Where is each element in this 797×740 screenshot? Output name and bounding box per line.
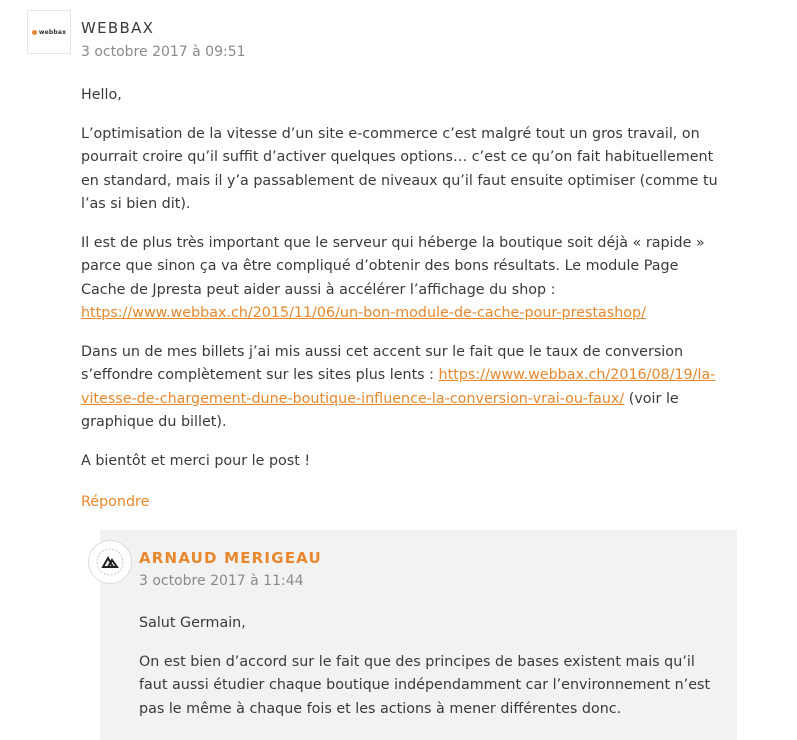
avatar xyxy=(88,540,132,584)
cache-module-link[interactable]: https://www.webbax.ch/2015/11/06/un-bon-module-de-cache-pour-prestashop/ xyxy=(81,305,646,321)
webbax-logo-icon: webbax xyxy=(32,29,66,36)
comment-paragraph: Dans un de mes billets j’ai mis aussi cet accent sur le fait que le taux de conversion s’effondre complètement sur les sites plus lents : https://www.webbax.ch/2016/08/19/la-vitesse-de-chargement-dune-boutique-influence-la-conversion-vrai-ou-faux/ (voir le graphique du billet). xyxy=(81,343,716,430)
comment-paragraph: Il est de plus très important que le serveur qui héberge la boutique soit déjà « rapide » parce que sinon ça va être compliqué d’obtenir des bons résultats. Le module Page Cache de Jpresta peut aider aussi à accélérer l’affichage du shop : https://www.webbax.ch/2015/11/06/un-bon-module-de-cache-pour-prestashop/ xyxy=(81,234,705,321)
avatar xyxy=(27,10,71,54)
reply-author[interactable]: ARNAUD MERIGEAU xyxy=(139,549,322,567)
am-logo-icon xyxy=(95,547,125,577)
reply-paragraph: On est bien d’accord sur le fait que des principes de bases existent mais qu’il faut aussi étudier chaque boutique indépendamment car l’environnement n’est pas le même à chaque fois et les actions à mener différentes donc. xyxy=(139,653,711,717)
comment-paragraph: L’optimisation de la vitesse d’un site e-commerce c’est malgré tout un gros travail, on pourrait croire qu’il suffit d’activer quelques options… c’est ce qu’on fait habituellement en standard, mais il y’a passablement de niveaux qu’il faut ensuite optimiser (comme tu l’as si bien dit). xyxy=(81,125,718,212)
reply-body xyxy=(139,612,724,736)
comment-author: WEBBAX xyxy=(81,19,155,37)
comment-paragraph: Hello, xyxy=(81,87,122,103)
comment-paragraph: A bientôt et merci pour le post ! xyxy=(81,452,311,469)
comment-body xyxy=(81,84,721,488)
reply-link[interactable]: Répondre xyxy=(81,494,150,510)
reply-date[interactable]: 3 octobre 2017 à 11:44 xyxy=(139,573,304,589)
comment-date[interactable]: 3 octobre 2017 à 09:51 xyxy=(81,44,246,60)
conversion-article-link[interactable]: https://www.webbax.ch/2016/08/19/la-vitesse-de-chargement-dune-boutique-influence-la-conversion-vrai-ou-faux/ xyxy=(81,367,716,407)
reply-paragraph: Salut Germain, xyxy=(139,615,246,631)
